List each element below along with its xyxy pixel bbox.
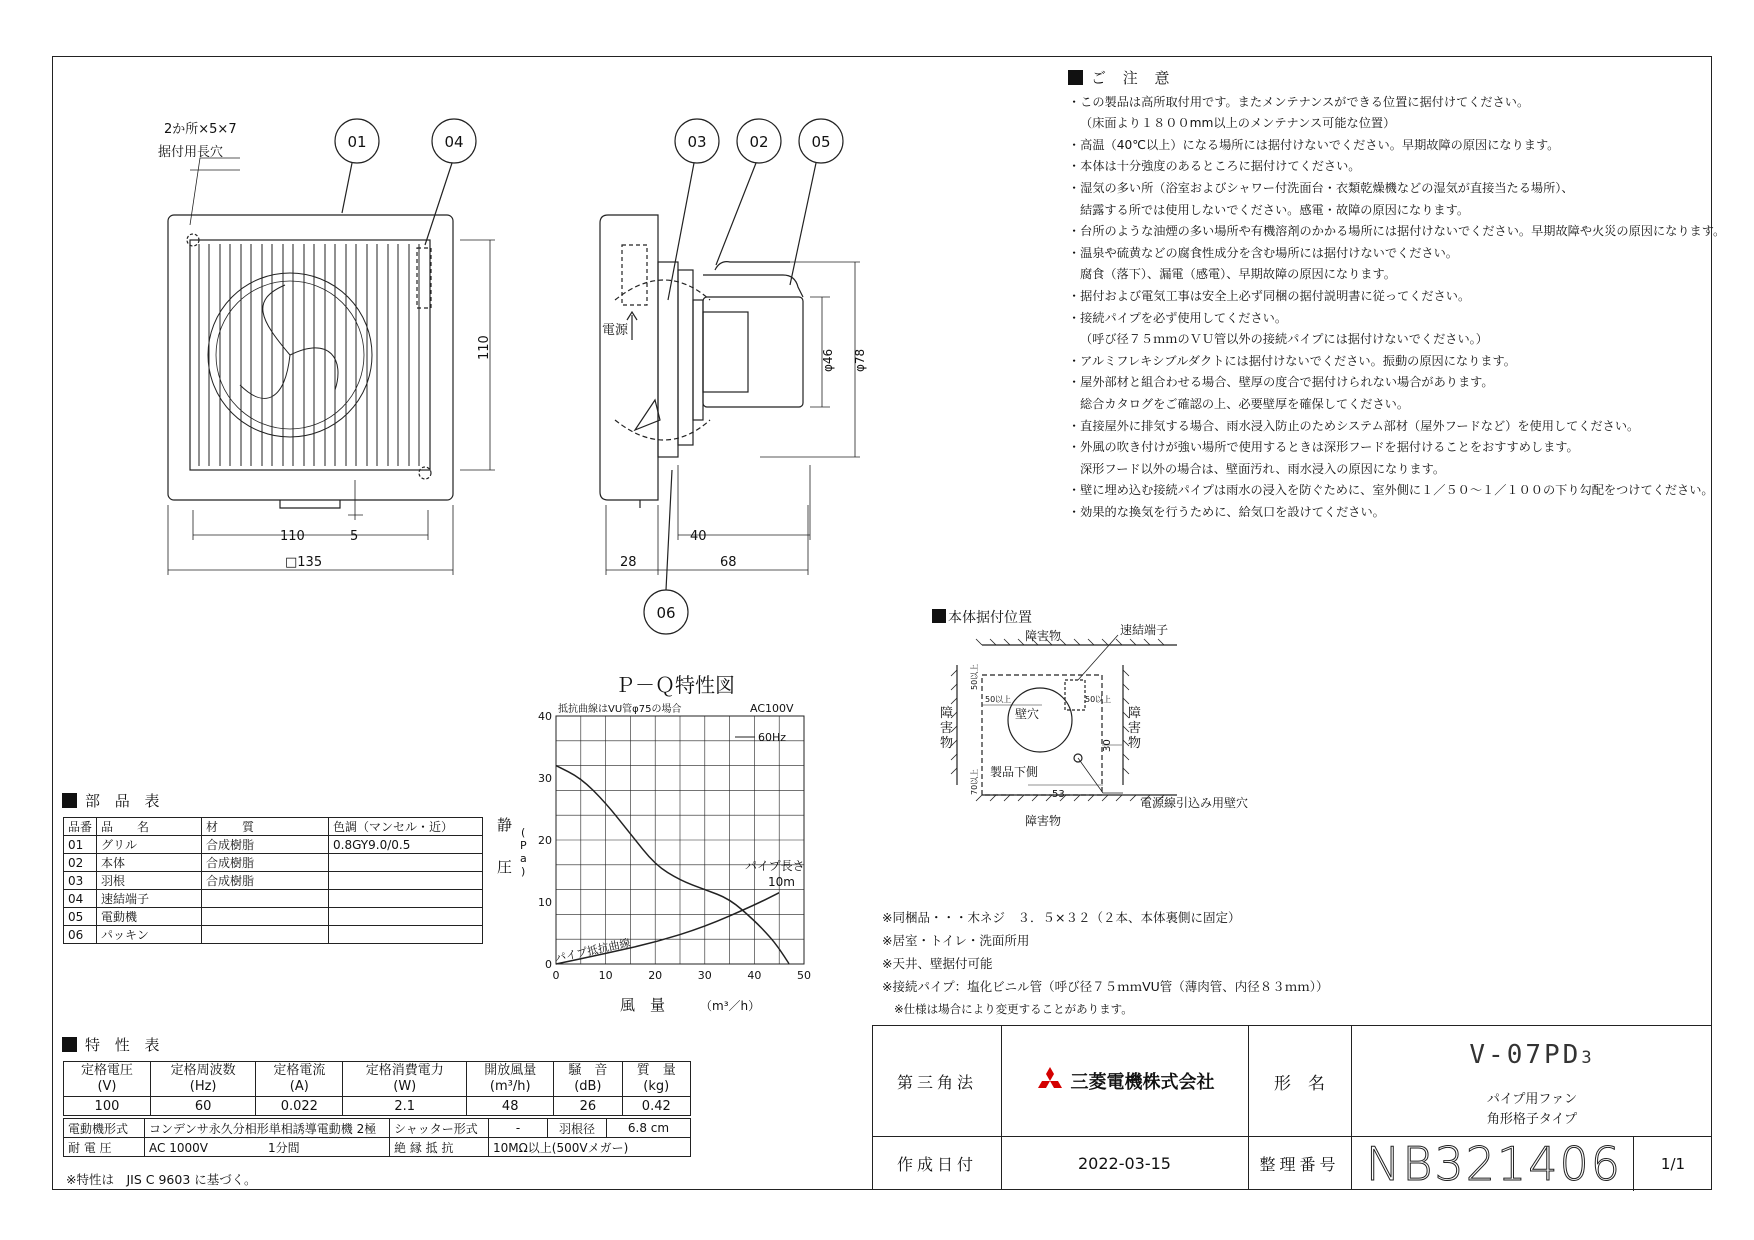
caution-item: ・直接屋外に排気する場合、雨水浸入防止のためシステム部材（屋外フードなど）を使用してください。	[1068, 418, 1640, 433]
obstacle-left-3: 物	[940, 736, 954, 751]
spec-header-cell	[467, 1062, 554, 1097]
parts-cell: 本体	[97, 854, 202, 872]
parts-cell	[202, 926, 329, 944]
dim-50-top: 50以上	[970, 663, 979, 690]
company-name: 三菱電機株式会社	[1070, 1072, 1215, 1093]
spec-header-unit: (m³/h)	[489, 1079, 531, 1094]
pq-ylabel-1: 静	[497, 816, 513, 834]
spec-value-cell: 48	[467, 1097, 554, 1116]
balloon-02: 02	[749, 133, 769, 151]
spec-header-name: 定格電圧	[80, 1063, 133, 1078]
voltage-time: 1分間	[267, 1140, 300, 1155]
parts-row	[64, 908, 483, 926]
caution-heading-text: ご 注 意	[1091, 69, 1176, 87]
voltage-value: AC 1000V	[149, 1140, 208, 1155]
parts-cell: 0.8GY9.0/0.5	[329, 836, 483, 854]
model-label: 形 名	[1274, 1073, 1325, 1094]
parts-h3: 色調（マンセル・近）	[329, 818, 483, 836]
date-value: 2022-03-15	[1078, 1154, 1171, 1173]
motor-row	[64, 1119, 691, 1138]
caution-item: 結露する所では使用しないでください。感電・故障の原因になります。	[1080, 202, 1470, 217]
spec-header-cell	[150, 1062, 255, 1097]
dim-135: □135	[285, 555, 323, 570]
page-number: 1/1	[1660, 1154, 1686, 1173]
pq-xtick: 50	[797, 969, 811, 982]
parts-cell: 速結端子	[97, 890, 202, 908]
parts-heading	[62, 790, 165, 811]
pq-pipe-length-2: 10m	[768, 875, 795, 889]
caution-item: ・この製品は高所取付用です。またメンテナンスができる位置に据付けてください。	[1068, 94, 1530, 109]
hole-note-1: 2か所×5×7	[164, 122, 237, 137]
parts-cell: 電動機	[97, 908, 202, 926]
parts-heading-text: 部 品 表	[85, 792, 165, 810]
caution-item: ・アルミフレキシブルダクトには据付けないでください。振動の原因になります。	[1068, 353, 1516, 368]
parts-header-row	[64, 818, 483, 836]
balloon-01: 01	[347, 133, 367, 151]
misc-notes	[882, 906, 1329, 1021]
spec-header-cell	[343, 1062, 467, 1097]
misc-note-3: ※天井、壁据付可能	[882, 956, 993, 971]
model-suffix: 3	[1581, 1048, 1595, 1068]
spec-header-row	[64, 1062, 691, 1097]
misc-note-1: ※同梱品・・・木ネジ ３．５×３２（２本、本体裏側に固定）	[882, 910, 1241, 925]
misc-note-4: ※接続パイプ：塩化ビニル管（呼び径７５ｍｍVU管（薄肉管、内径８３ｍｍ））	[882, 979, 1329, 994]
hole-note-2: 据付用長穴	[158, 145, 224, 160]
parts-h1: 品 名	[97, 818, 202, 836]
pq-xtick: 40	[747, 969, 762, 982]
spec-header-unit: (A)	[289, 1079, 309, 1094]
spec-header-unit: (V)	[97, 1079, 117, 1094]
parts-cell	[329, 908, 483, 926]
power-label: 電源	[602, 323, 629, 338]
voltage-row	[64, 1138, 691, 1157]
spec-change-note: ※仕様は場合により変更することがあります。	[894, 1002, 1133, 1016]
parts-h2: 材 質	[202, 818, 329, 836]
company-box	[1001, 1026, 1248, 1136]
spec-header-unit: (kg)	[643, 1079, 670, 1094]
balloon-05: 05	[811, 133, 831, 151]
spec-extra-table	[63, 1118, 691, 1157]
pq-ytick: 0	[545, 958, 552, 971]
pq-pipe-length-1: パイプ長さ	[745, 859, 805, 873]
install-heading-square	[932, 609, 946, 623]
dim-phi78: φ78	[853, 348, 867, 372]
spec-value-cell: 2.1	[343, 1097, 467, 1116]
caution-item: 総合カタログをご確認の上、必要壁厚を確保してください。	[1080, 396, 1410, 411]
caution-item: ・屋外部材と組合わせる場合、壁厚の度合で据付けられない場合があります。	[1068, 375, 1494, 390]
number-label: 整理番号	[1259, 1155, 1340, 1174]
install-heading: 本体据付位置	[948, 610, 1032, 626]
pq-xtick: 0	[552, 969, 560, 982]
insulation-value: 10MΩ以上(500Vメガー)	[489, 1138, 691, 1157]
obstacle-left-1: 障	[940, 706, 954, 721]
caution-item: ・壁に埋め込む接続パイプは雨水の浸入を防ぐために、室外側に１／５０～１／１００の下り勾配をつけてください。	[1068, 483, 1714, 498]
motor-type-label: 電動機形式	[64, 1119, 145, 1138]
shutter-value: -	[489, 1119, 548, 1138]
mitsubishi-logo-icon	[1035, 1067, 1065, 1095]
parts-row	[64, 926, 483, 944]
spec-header-name: 定格消費電力	[365, 1063, 444, 1078]
voltage-label: 耐 電 圧	[64, 1138, 145, 1157]
dim-110-width: 110	[280, 529, 305, 544]
parts-cell: 01	[64, 836, 97, 854]
spec-header-name: 騒 音	[568, 1063, 608, 1078]
front-view	[168, 158, 495, 575]
model-number	[1351, 1040, 1713, 1070]
pq-xunit: （m³／h）	[700, 999, 761, 1013]
parts-h0: 品番	[64, 818, 97, 836]
pq-xlabel: 風 量	[620, 996, 666, 1014]
spec-header-name: 開放風量	[484, 1063, 537, 1078]
caution-heading	[1068, 68, 1708, 90]
caution-item: （呼び径７５ｍｍのＶＵ管以外の接続パイプには据付けないでください。）	[1080, 332, 1488, 347]
parts-cell: 合成樹脂	[202, 854, 329, 872]
dim-40: 40	[690, 529, 707, 544]
caution-item: 腐食（落下）、漏電（感電）、早期故障の原因になります。	[1080, 267, 1396, 282]
spec-values-row	[64, 1097, 691, 1116]
desc-line-1: パイプ用ファン	[1486, 1092, 1578, 1107]
caution-item: ・本体は十分強度のあるところに据付けてください。	[1068, 159, 1361, 174]
desc-line-2: 角形格子タイプ	[1486, 1112, 1578, 1127]
spec-header-unit: (W)	[393, 1079, 417, 1094]
title-block	[872, 1025, 1712, 1190]
spec-header-cell	[256, 1062, 343, 1097]
balloon-03: 03	[687, 133, 707, 151]
spec-value-cell: 26	[554, 1097, 622, 1116]
obstacle-right-2: 害	[1128, 721, 1142, 736]
spec-header-name: 定格周波数	[170, 1063, 236, 1078]
pq-xtick: 10	[598, 969, 613, 982]
dim-110-height: 110	[477, 335, 492, 360]
bottom-side-label: 製品下側	[990, 765, 1039, 779]
grille-slats	[199, 244, 419, 466]
obstacle-bottom: 障害物	[1025, 814, 1062, 828]
parts-table	[63, 817, 483, 944]
dim-70: 70以上	[970, 768, 979, 795]
pq-resistance-label: パイプ抵抗曲線	[553, 936, 632, 965]
parts-cell: 羽根	[97, 872, 202, 890]
pq-yunit-2: P	[520, 839, 527, 852]
caution-item: 深形フード以外の場合は、壁面汚れ、雨水浸入の原因になります。	[1080, 461, 1446, 476]
blade-value: 6.8 cm	[607, 1119, 691, 1138]
pq-voltage: AC100V	[750, 702, 794, 715]
parts-row	[64, 836, 483, 854]
motor-type-value: コンデンサ永久分相形単相誘導電動機 2極	[145, 1119, 390, 1138]
dim-50-right: 50以上	[1085, 695, 1112, 704]
obstacle-top: 障害物	[1025, 629, 1062, 643]
spec-heading-text: 特 性 表	[85, 1036, 165, 1054]
caution-item: ・湿気の多い所（浴室およびシャワー付洗面台・衣類乾燥機などの湿気が直接当たる場所）、	[1068, 180, 1574, 195]
insulation-label: 絶 縁 抵 抗	[390, 1138, 489, 1157]
document-number: NB321406	[1365, 1136, 1623, 1191]
logo-diamond	[1038, 1081, 1050, 1088]
pq-yunit-1: (	[521, 826, 526, 839]
parts-cell: 合成樹脂	[202, 836, 329, 854]
caution-item: ・外風の吹き付けが強い場所で使用するときは深形フードを据付けることをおすすめします。	[1068, 440, 1579, 455]
parts-cell	[202, 890, 329, 908]
parts-cell	[329, 926, 483, 944]
parts-row	[64, 890, 483, 908]
wall-hole-label: 壁穴	[1015, 707, 1040, 721]
spec-header-cell	[622, 1062, 690, 1097]
pq-ylabel-2: 圧	[497, 858, 513, 876]
pq-ytick: 10	[538, 896, 552, 909]
balloon-04: 04	[444, 133, 464, 151]
spec-header-name: 定格電流	[273, 1063, 326, 1078]
parts-cell: 04	[64, 890, 97, 908]
pq-ytick: 20	[538, 834, 552, 847]
obstacle-right-1: 障	[1128, 706, 1142, 721]
pq-xtick: 20	[648, 969, 663, 982]
spec-header-unit: (dB)	[574, 1079, 602, 1094]
pq-yunit-4: )	[521, 865, 526, 878]
pq-legend-60hz: 60Hz	[758, 731, 787, 744]
parts-row	[64, 854, 483, 872]
spec-header-name: 質 量	[636, 1063, 676, 1078]
caution-item: （床面より１８００mm以上のメンテナンス可能な位置）	[1080, 116, 1396, 131]
caution-item: ・据付および電気工事は安全上必ず同梱の据付説明書に従ってください。	[1068, 288, 1471, 303]
dim-30: 30	[1102, 739, 1113, 752]
projection-label: 第三角法	[896, 1072, 977, 1092]
caution-item: ・効果的な換気を行うために、給気口を設けてください。	[1068, 504, 1385, 519]
parts-cell	[329, 890, 483, 908]
spec-value-cell: 0.022	[256, 1097, 343, 1116]
pq-chart-plot	[553, 716, 804, 965]
dim-phi46: φ46	[821, 348, 835, 372]
caution-item: ・高温（40℃以上）になる場所には据付けないでください。早期故障の原因になります。	[1068, 137, 1560, 152]
parts-cell: グリル	[97, 836, 202, 854]
parts-cell	[202, 908, 329, 926]
side-view	[600, 215, 860, 575]
balloon-06: 06	[656, 604, 676, 622]
caution-item: ・接続パイプを必ず使用してください。	[1068, 310, 1288, 325]
blade-label: 羽根径	[548, 1119, 607, 1138]
pq-xtick: 30	[697, 969, 712, 982]
parts-cell: 02	[64, 854, 97, 872]
voltage-cell	[145, 1138, 390, 1157]
logo-diamond	[1050, 1081, 1062, 1088]
shutter-label: シャッター形式	[390, 1119, 489, 1138]
spec-heading	[62, 1034, 165, 1055]
parts-cell: 05	[64, 908, 97, 926]
spec-value-cell: 60	[150, 1097, 255, 1116]
caution-notes	[1068, 68, 1726, 523]
misc-note-2: ※居室・トイレ・洗面所用	[882, 933, 1030, 948]
pq-ytick: 30	[538, 772, 552, 785]
dim-68: 68	[720, 555, 737, 570]
obstacle-left-2: 害	[940, 721, 954, 736]
caution-item: ・台所のような油煙の多い場所や有機溶剤のかかる場所には据付けないでください。早期故障や火災の原因になります。	[1068, 224, 1726, 239]
logo-diamond	[1046, 1067, 1054, 1081]
spec-table	[63, 1061, 691, 1116]
parts-cell	[329, 872, 483, 890]
pq-note: 抵抗曲線はVU管φ75の場合	[558, 704, 682, 715]
parts-cell: 06	[64, 926, 97, 944]
spec-value-cell: 0.42	[622, 1097, 690, 1116]
parts-cell: 合成樹脂	[202, 872, 329, 890]
caution-item: ・温泉や硫黄などの腐食性成分を含む場所には据付けないでください。	[1068, 245, 1458, 260]
spec-footnote: ※特性は JIS C 9603 に基づく。	[66, 1172, 257, 1187]
cable-hole-label: 電源線引込み用壁穴	[1140, 796, 1249, 810]
spec-header-cell	[554, 1062, 622, 1097]
date-label: 作成日付	[896, 1155, 977, 1174]
obstacle-right-3: 物	[1128, 736, 1142, 751]
terminal-label: 速結端子	[1120, 623, 1169, 637]
dim-50-left: 50以上	[985, 695, 1012, 704]
parts-cell: パッキン	[97, 926, 202, 944]
spec-header-cell	[64, 1062, 151, 1097]
parts-cell: 03	[64, 872, 97, 890]
install-diagram	[951, 635, 1177, 801]
parts-row	[64, 872, 483, 890]
dim-53: 53	[1052, 789, 1065, 800]
spec-value-cell: 100	[64, 1097, 151, 1116]
caution-list	[1068, 92, 1726, 524]
pq-yunit-3: a	[520, 852, 527, 865]
spec-header-unit: (Hz)	[189, 1079, 217, 1094]
dim-5: 5	[350, 529, 359, 544]
pq-chart-title: Ｐ－Ｑ特性図	[615, 673, 735, 697]
pq-ytick: 40	[538, 710, 552, 723]
dim-28: 28	[620, 555, 637, 570]
parts-cell	[329, 854, 483, 872]
model-main: V-07PD	[1469, 1040, 1582, 1070]
